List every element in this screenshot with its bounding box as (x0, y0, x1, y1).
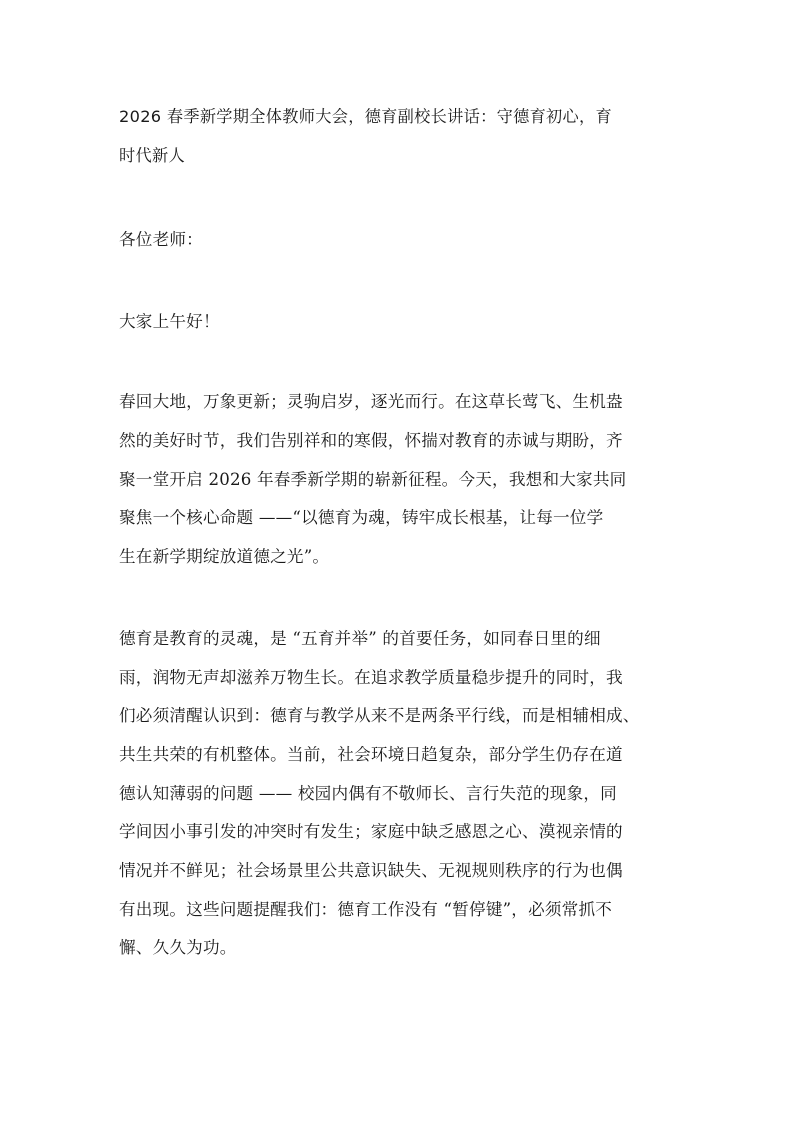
paragraph-line: 春回大地，万象更新；灵驹启岁，逐光而行。在这草长莺飞、生机盎 (119, 392, 623, 411)
paragraph-line: 们必须清醒认识到：德育与教学从来不是两条平行线，而是相辅相成、 (119, 706, 640, 725)
paragraph-line: 聚一堂开启 2026 年春季新学期的崭新征程。今天，我想和大家共同 (119, 470, 627, 489)
document-title-line-1: 2026 春季新学期全体教师大会，德育副校长讲话：守德育初心，育 (119, 107, 613, 126)
paragraph-line: 德认知薄弱的问题 —— 校园内偶有不敬师长、言行失范的现象，同 (119, 784, 617, 803)
salutation: 各位老师： (119, 230, 203, 249)
greeting: 大家上午好！ (119, 312, 220, 331)
paragraph-line: 聚焦一个核心命题 ——“以德育为魂，铸牢成长根基，让每一位学 (119, 508, 604, 527)
paragraph-line: 雨，润物无声却滋养万物生长。在追求教学质量稳步提升的同时，我 (119, 668, 623, 687)
paragraph-line: 懈、久久为功。 (119, 938, 237, 957)
paragraph-line: 情况并不鲜见；社会场景里公共意识缺失、无视规则秩序的行为也偶 (119, 861, 623, 880)
paragraph-line: 有出现。这些问题提醒我们：德育工作没有 “暂停键”，必须常抓不 (119, 900, 613, 919)
paragraph-line: 学间因小事引发的冲突时有发生；家庭中缺乏感恩之心、漠视亲情的 (119, 822, 623, 841)
document-title-line-2: 时代新人 (119, 146, 185, 165)
paragraph-line: 然的美好时节，我们告别祥和的寒假，怀揣对教育的赤诚与期盼，齐 (119, 431, 623, 450)
paragraph-line: 生在新学期绽放道德之光”。 (119, 547, 330, 566)
paragraph-line: 共生共荣的有机整体。当前，社会环境日趋复杂，部分学生仍存在道 (119, 745, 623, 764)
paragraph-line: 德育是教育的灵魂，是 “五育并举” 的首要任务，如同春日里的细 (119, 629, 601, 648)
